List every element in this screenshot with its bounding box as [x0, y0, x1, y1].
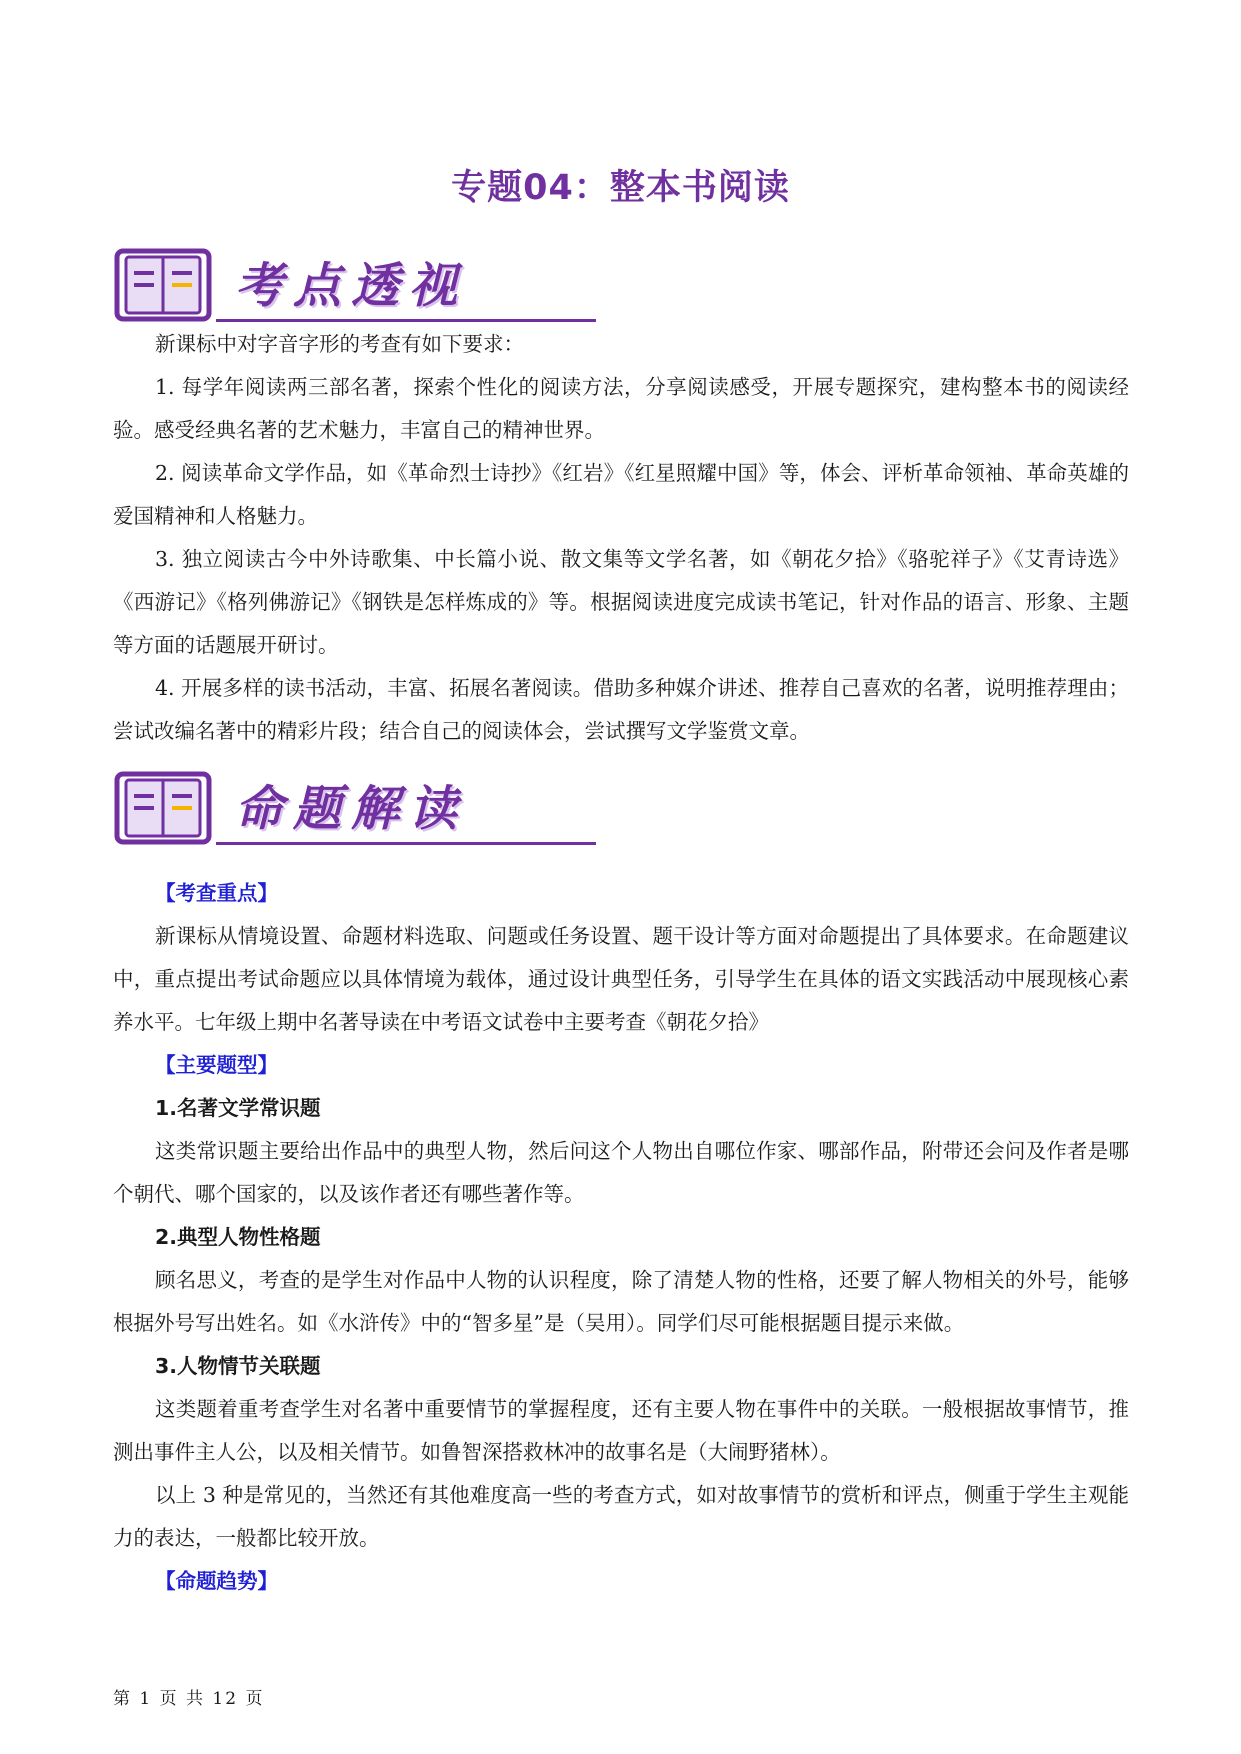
- kaodian-item-2: 2. 阅读革命文学作品，如《革命烈士诗抄》《红岩》《红星照耀中国》等，体会、评析革命领袖、革命英雄的爱国精神和人格魅力。: [113, 461, 1129, 528]
- page-footer: 第 1 页 共 12 页: [113, 1689, 265, 1709]
- banner-underline: [216, 842, 596, 845]
- kaodian-item-3: 3. 独立阅读古今中外诗歌集、中长篇小说、散文集等文学名著，如《朝花夕拾》《骆驼祥子》《艾青诗选》《西游记》《格列佛游记》《钢铁是怎样炼成的》等。根据阅读进度完成读书笔记，针对作品的语言、形象、主题等方面的话题展开研讨。: [113, 547, 1129, 657]
- focus-text: 新课标从情境设置、命题材料选取、问题或任务设置、题干设计等方面对命题提出了具体要求。在命题建议中，重点提出考试命题应以具体情境为载体，通过设计典型任务，引导学生在具体的语文实践活动中展现核心素养水平。七年级上期中名著导读在中考语文试卷中主要考查《朝花夕拾》: [113, 924, 1129, 1034]
- type3-title: 3.人物情节关联题: [155, 1354, 321, 1378]
- focus-label: 【考查重点】: [155, 881, 278, 905]
- kaodian-item-1: 1. 每学年阅读两三部名著，探索个性化的阅读方法，分享阅读感受，开展专题探究，建构整本书的阅读经验。感受经典名著的艺术魅力，丰富自己的精神世界。: [113, 375, 1129, 442]
- types-label: 【主要题型】: [155, 1053, 278, 1077]
- page-title: 专题04：整本书阅读: [451, 168, 790, 208]
- type1-text: 这类常识题主要给出作品中的典型人物，然后问这个人物出自哪位作家、哪部作品，附带还会问及作者是哪个朝代、哪个国家的，以及该作者还有哪些著作等。: [113, 1139, 1129, 1206]
- book-icon: [114, 768, 214, 848]
- type1-title: 1.名著文学常识题: [155, 1096, 321, 1120]
- banner-mingti: [114, 768, 494, 850]
- kaodian-intro: 新课标中对字音字形的考查有如下要求：: [155, 332, 524, 356]
- banner-kaodian-text: 考点透视: [235, 258, 468, 314]
- trend-label: 【命题趋势】: [155, 1569, 278, 1593]
- type2-title: 2.典型人物性格题: [155, 1225, 321, 1249]
- type2-text: 顾名思义，考查的是学生对作品中人物的认识程度，除了清楚人物的性格，还要了解人物相关的外号，能够根据外号写出姓名。如《水浒传》中的“智多星”是（吴用）。同学们尽可能根据题目提示来做。: [113, 1268, 1129, 1335]
- banner-mingti-text: 命题解读: [235, 781, 468, 837]
- summary-text: 以上 3 种是常见的，当然还有其他难度高一些的考查方式，如对故事情节的赏析和评点，侧重于学生主观能力的表达，一般都比较开放。: [113, 1483, 1129, 1550]
- banner-underline: [216, 319, 596, 322]
- book-icon: [114, 245, 214, 325]
- banner-kaodian: [114, 245, 494, 327]
- type3-text: 这类题着重考查学生对名著中重要情节的掌握程度，还有主要人物在事件中的关联。一般根据故事情节，推测出事件主人公，以及相关情节。如鲁智深搭救林冲的故事名是（大闹野猪林）。: [113, 1397, 1129, 1464]
- kaodian-item-4: 4. 开展多样的读书活动，丰富、拓展名著阅读。借助多种媒介讲述、推荐自己喜欢的名著，说明推荐理由；尝试改编名著中的精彩片段；结合自己的阅读体会，尝试撰写文学鉴赏文章。: [113, 676, 1129, 743]
